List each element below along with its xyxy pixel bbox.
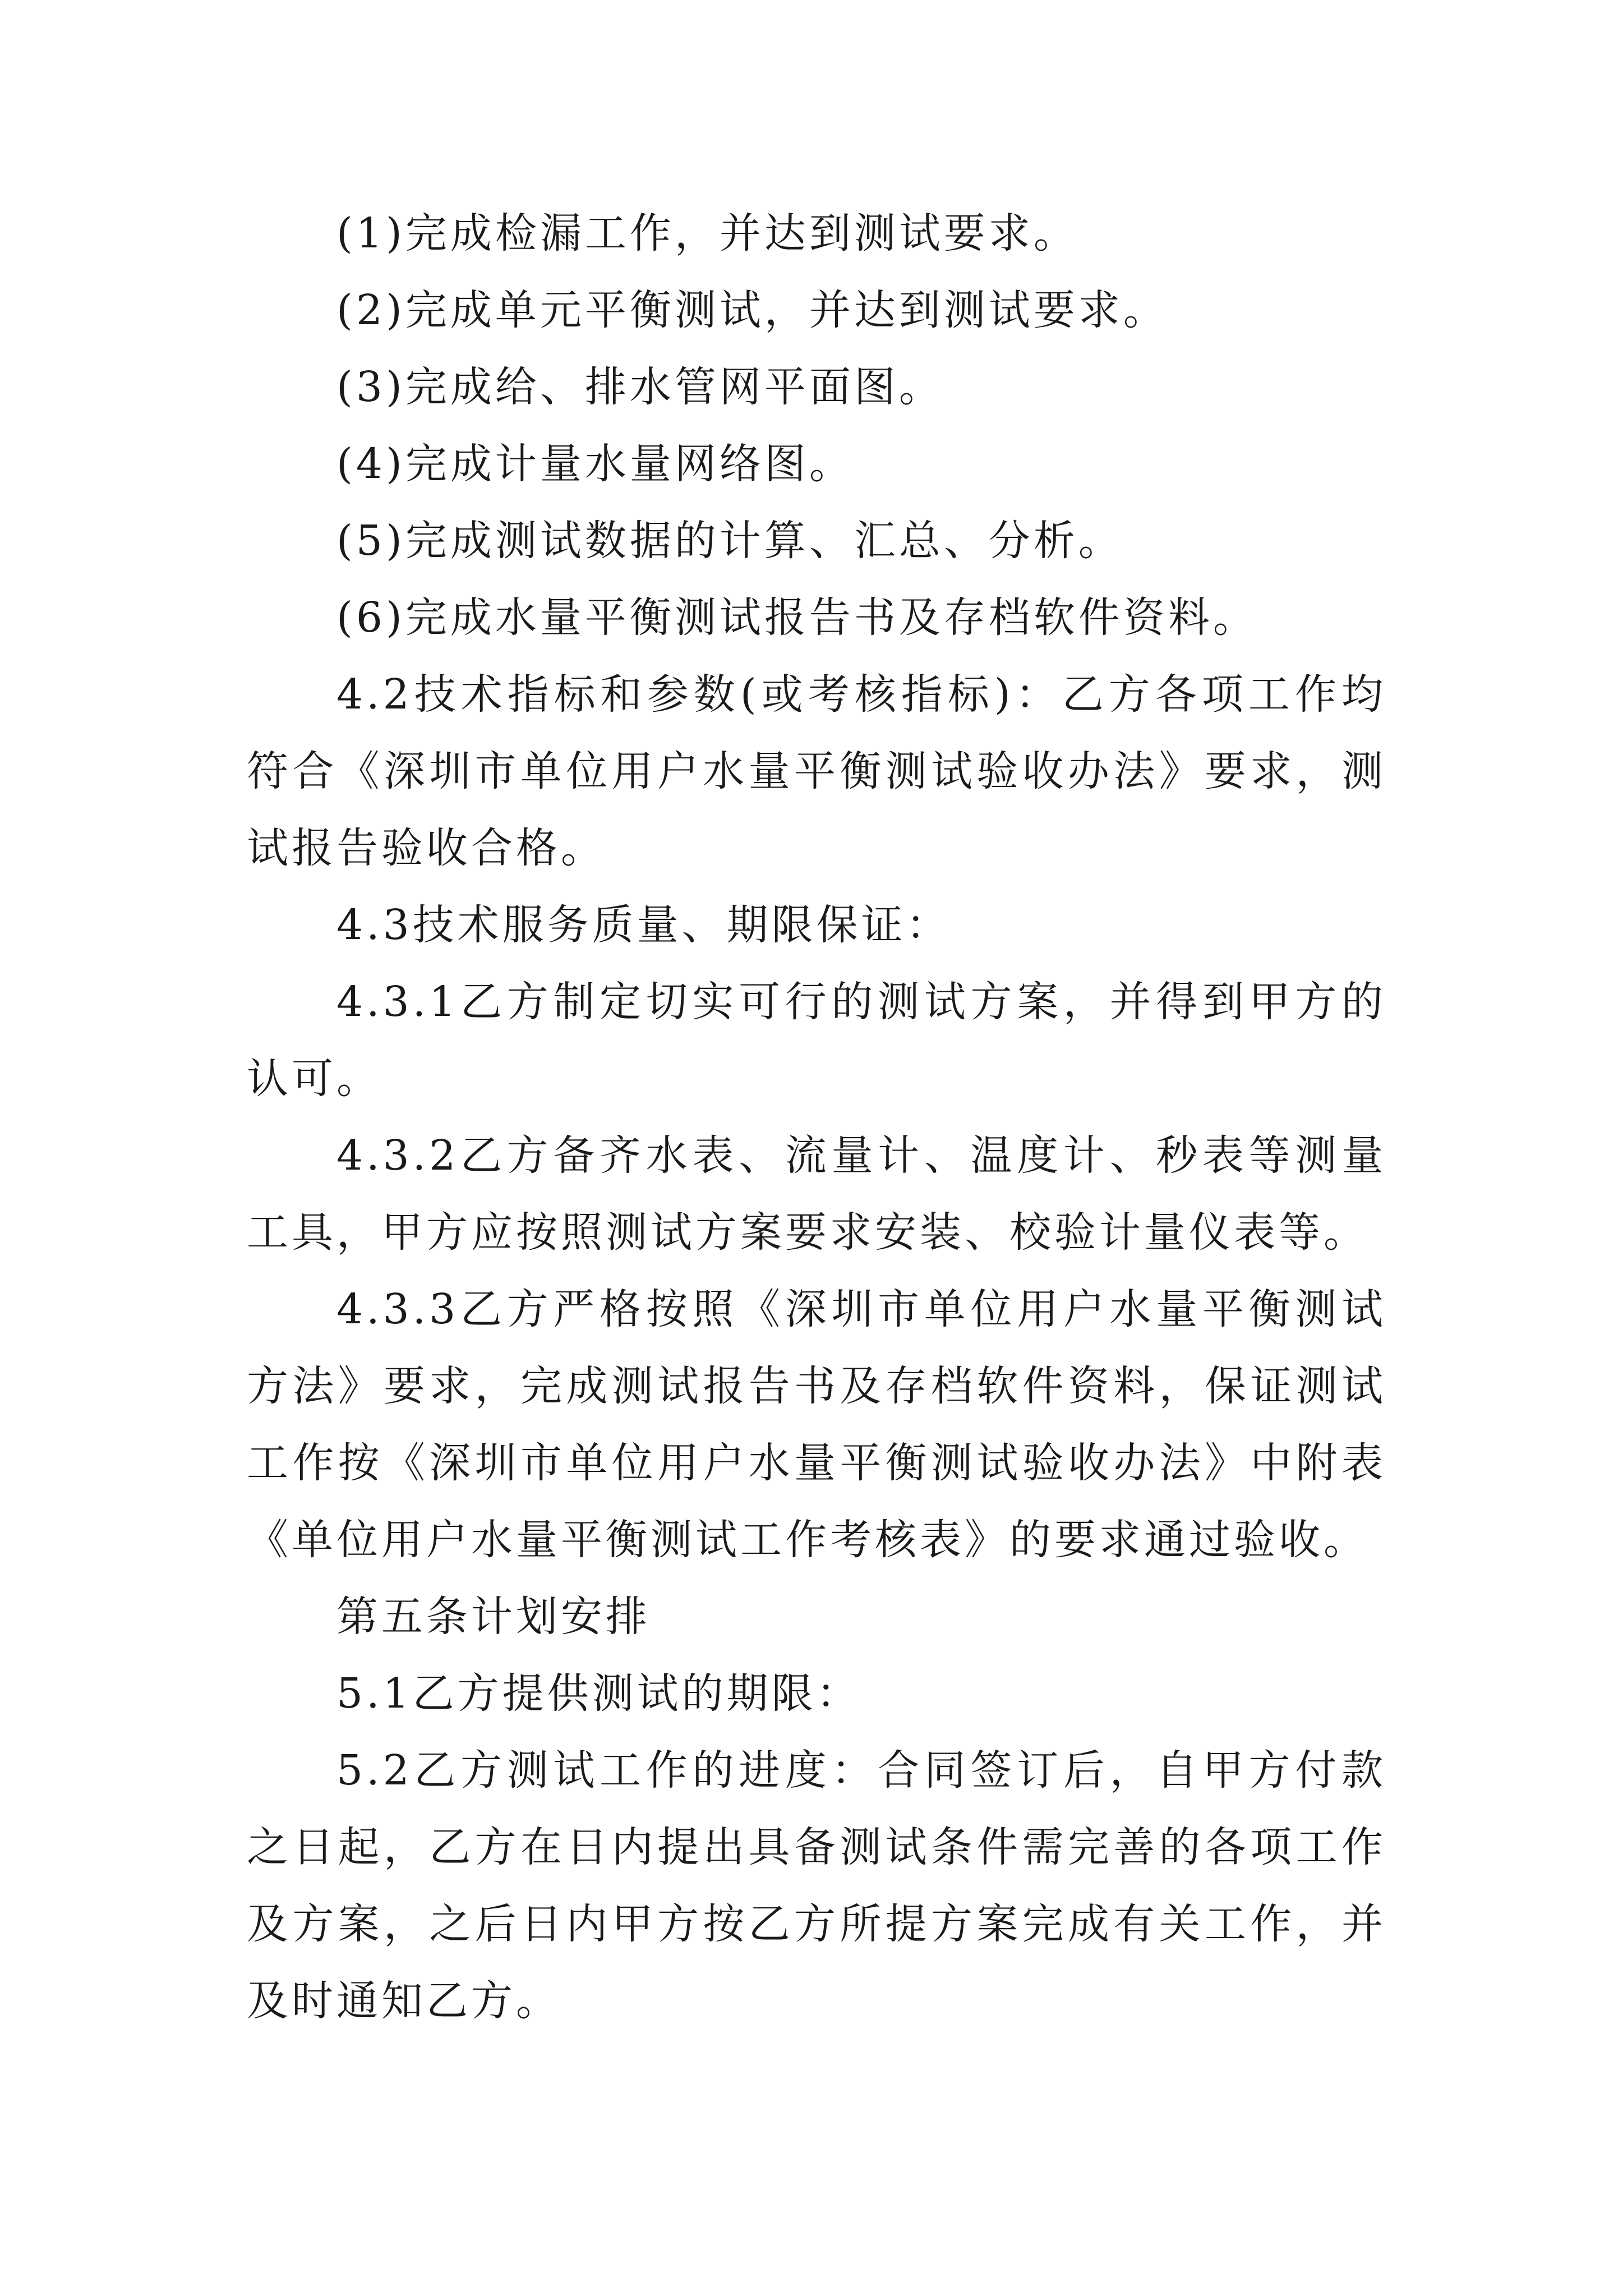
paragraph: 4.2技术指标和参数(或考核指标)：乙方各项工作均符合《深圳市单位用户水量平衡测试验收办法》要求，测试报告验收合格。 — [247, 670, 1386, 872]
paragraph: (2)完成单元平衡测试，并达到测试要求。 — [336, 286, 1168, 334]
paragraph: 4.3.2乙方备齐水表、流量计、温度计、秒表等测量工具，甲方应按照测试方案要求安装、校验计量仪表等。 — [247, 1131, 1386, 1257]
paragraph: (5)完成测试数据的计算、汇总、分析。 — [336, 517, 1123, 565]
paragraph: (4)完成计量水量网络图。 — [336, 440, 854, 488]
paragraph: 4.3.1乙方制定切实可行的测试方案，并得到甲方的认可。 — [247, 978, 1386, 1103]
document-body — [247, 195, 1386, 2040]
paragraph: 4.3技术服务质量、期限保证： — [336, 901, 951, 949]
paragraph: (6)完成水量平衡测试报告书及存档软件资料。 — [336, 593, 1258, 642]
section-heading: 第五条计划安排 — [336, 1593, 651, 1641]
paragraph: 5.2乙方测试工作的进度：合同签订后，自甲方付款之日起，乙方在日内提出具备测试条件需完善的各项工作及方案，之后日内甲方按乙方所提方案完成有关工作，并及时通知乙方。 — [247, 1746, 1386, 2025]
paragraph: 5.1乙方提供测试的期限： — [336, 1669, 861, 1718]
paragraph: (3)完成给、排水管网平面图。 — [336, 363, 944, 411]
paragraph: 4.3.3乙方严格按照《深圳市单位用户水量平衡测试方法》要求，完成测试报告书及存档软件资料，保证测试工作按《深圳市单位用户水量平衡测试验收办法》中附表《单位用户水量平衡测试工作考核表》的要求通过验收。 — [247, 1285, 1386, 1564]
paragraph: (1)完成检漏工作，并达到测试要求。 — [336, 209, 1078, 257]
